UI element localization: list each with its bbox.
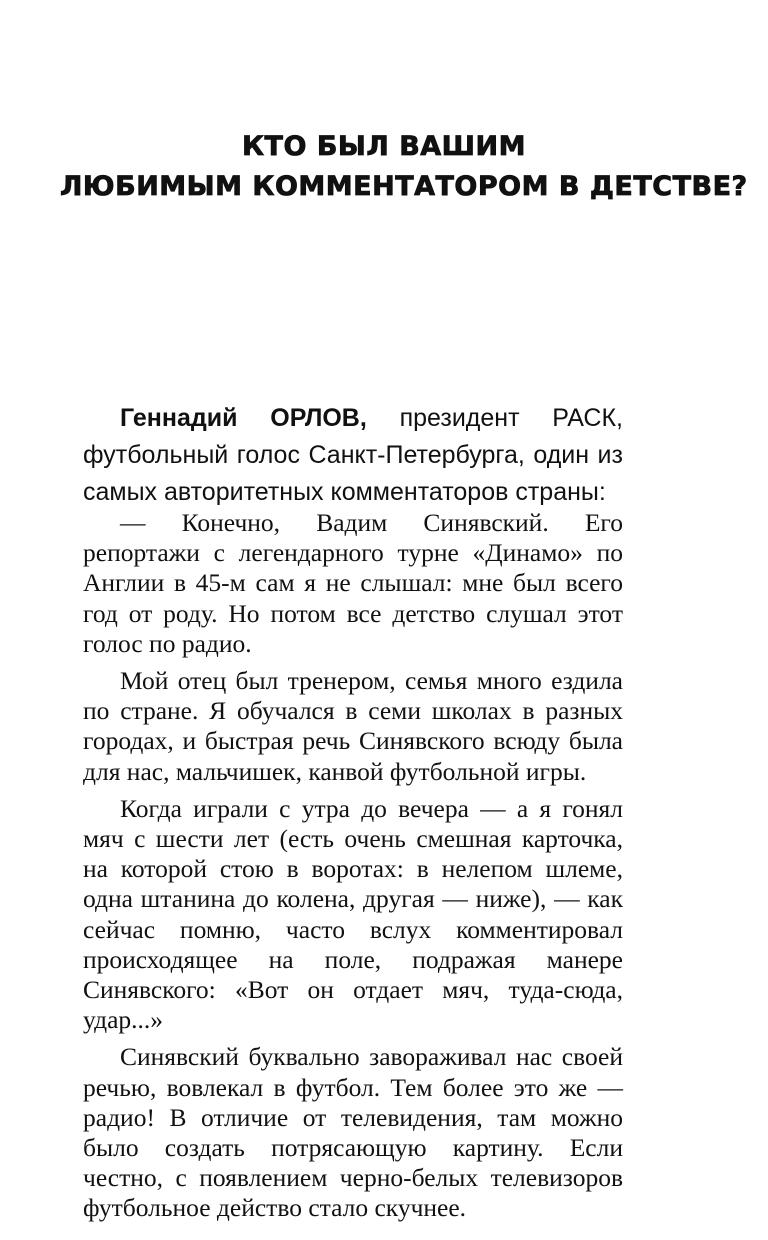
chapter-heading [60,127,748,207]
paragraph-2: Мой отец был тренером, семья много ездила по стране. Я обучался в семи школах в разных городах, и быстрая речь Синявского всюду была для нас, мальчишек, канвой футбольной игры. [83,666,623,786]
paragraph-1: — Конечно, Вадим Синявский. Его репортажи с легендарного турне «Динамо» по Англии в 45-м сам я не слышал: мне был всего год от роду. Но потом все детство слушал этот голос по радио. [83,508,623,658]
paragraph-4: Синявский буквально завораживал нас своей речью, вовлекал в футбол. Тем более это же — радио! В отличие от телевидения, там можно было создать потрясающую картину. Если честно, с появлением черно-белых телевизоров футбольное действо стало скучнее. [83,1042,623,1223]
speaker-name: Геннадий ОРЛОВ, [120,404,367,432]
heading-line-1: КТО БЫЛ ВАШИМ [241,131,526,162]
speaker-description: президент РАСК, футбольный голос Санкт-Петербурга, один из самых авторитетных комментаторов страны: [83,404,623,506]
heading-line-2: ЛЮБИМЫМ КОММЕНТАТОРОМ В ДЕТСТВЕ? [60,171,748,202]
answer-text [83,508,623,1231]
paragraph-3: Когда играли с утра до вечера — а я гонял мяч с шести лет (есть очень смешная карточка, на которой стою в воротах: в нелепом шлеме, одна штанина до колена, другая — ниже), — как сейчас помню, часто вслух комментировал происходящее на поле, подражая манере Синявского: «Вот он отдает мяч, туда-сюда, удар...» [83,793,623,1035]
speaker-intro [83,400,623,511]
